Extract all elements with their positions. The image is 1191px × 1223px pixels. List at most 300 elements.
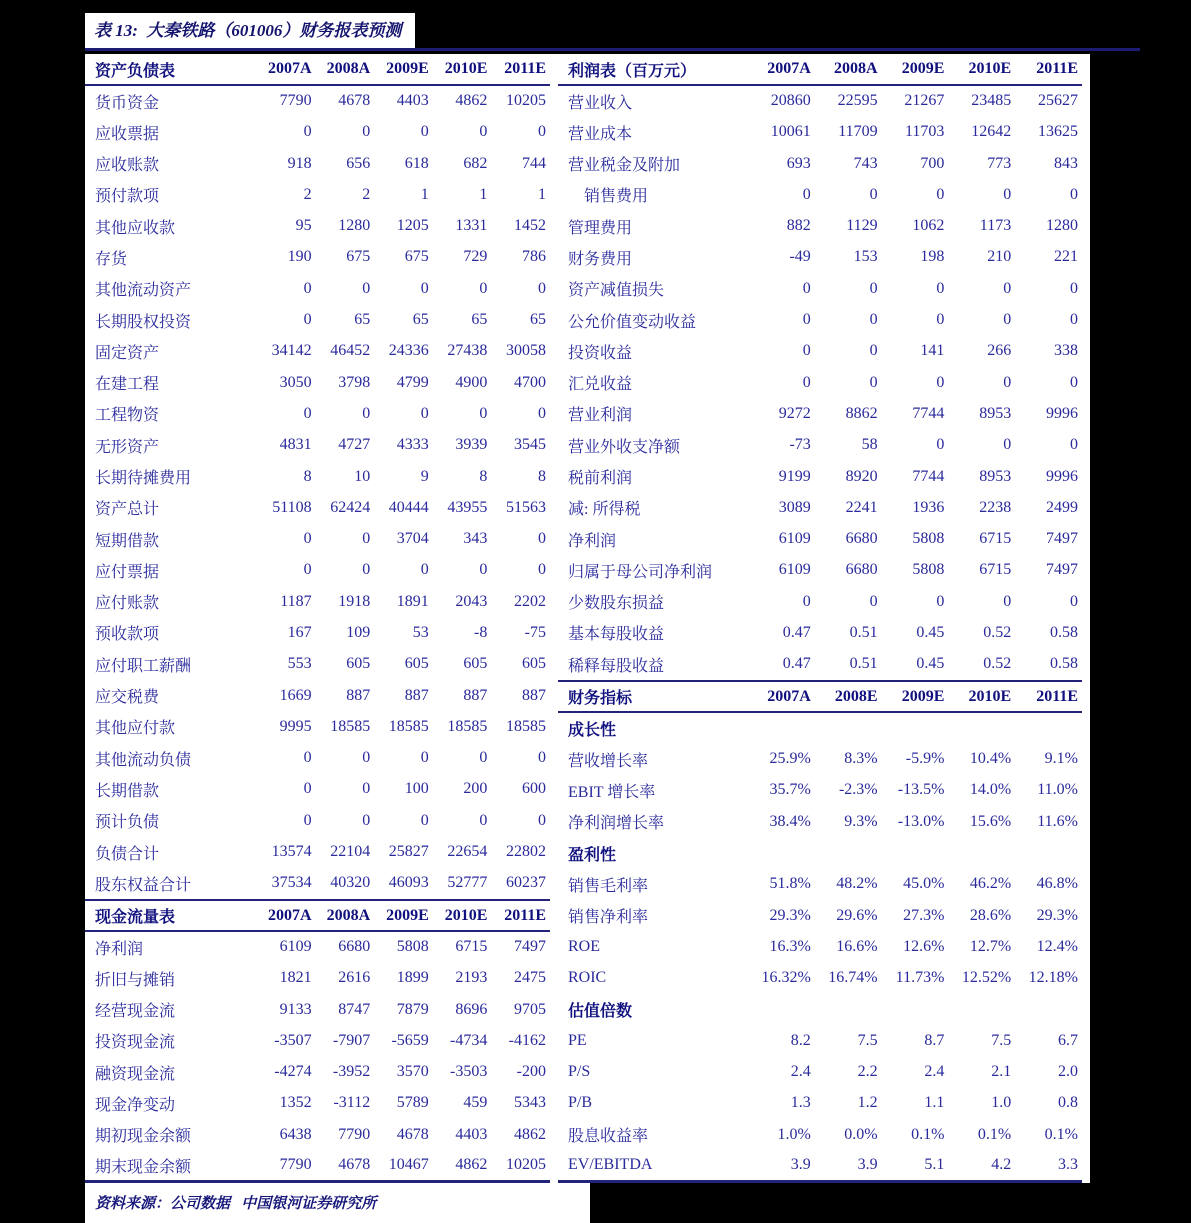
row-label: 净利润 (95, 940, 144, 958)
cell-value: 0 (303, 404, 312, 422)
cell-value: 1280 (1046, 217, 1078, 235)
cell-value: 4900 (455, 373, 488, 391)
cell-value: 0 (802, 185, 811, 203)
cell-value: 6680 (338, 938, 371, 956)
cell-value: 2238 (979, 498, 1012, 516)
row-label: ROIC (568, 969, 607, 987)
cell-value: 9 (420, 467, 429, 485)
cell-value: 887 (404, 686, 429, 704)
cell-value: 13574 (271, 843, 312, 861)
row-label: 应付账款 (95, 595, 160, 613)
cell-value: 7879 (396, 1000, 429, 1018)
cell-value: 0.1% (1044, 1125, 1078, 1143)
cell-value: 266 (987, 342, 1012, 360)
table-row (558, 461, 1082, 492)
table-row (558, 617, 1082, 648)
cell-value: 9133 (279, 1000, 312, 1018)
cell-value: 0 (538, 279, 546, 297)
cell-value: 4403 (396, 92, 429, 110)
cell-value: 7790 (338, 1125, 371, 1143)
row-label: 融资现金流 (95, 1065, 176, 1083)
cell-value: 22104 (330, 843, 371, 861)
cell-value (1015, 712, 1082, 743)
cell-value (748, 712, 815, 743)
title-bar-filler (415, 13, 1140, 48)
cell-value: 18585 (447, 717, 488, 735)
cell-value: 65 (530, 311, 546, 329)
row-label: 期初现金余额 (95, 1128, 192, 1146)
cell-value: 0 (362, 811, 371, 829)
table-row (558, 179, 1082, 210)
cell-value: 887 (522, 686, 546, 704)
cell-value: 0 (479, 123, 488, 141)
cell-value (882, 837, 949, 868)
cell-value: 10205 (506, 92, 546, 110)
cell-value: 46093 (388, 874, 429, 892)
cell-value: 2043 (455, 592, 488, 610)
cell-value: -3952 (332, 1063, 371, 1081)
cell-value: 60237 (506, 874, 546, 892)
table-row (85, 85, 550, 116)
table-section-title: 资产负债表 (85, 54, 257, 85)
cell-value: 0 (936, 311, 945, 329)
header-row (85, 54, 550, 85)
column-header: 2010E (433, 54, 492, 85)
cell-value: 887 (346, 686, 371, 704)
cell-value: 1129 (846, 217, 878, 235)
cell-value: 12.7% (969, 937, 1012, 955)
cell-value: -4162 (508, 1031, 546, 1049)
cell-value: 4862 (455, 92, 488, 110)
cell-value: 30058 (506, 342, 546, 360)
table-row (558, 775, 1082, 806)
table-row (85, 117, 550, 148)
cell-value (815, 994, 882, 1025)
cell-value: 0.47 (782, 623, 811, 641)
cell-value: 4678 (396, 1125, 429, 1143)
row-label: EBIT 增长率 (568, 783, 656, 801)
cell-value (882, 712, 949, 743)
cell-value: 1821 (279, 969, 312, 987)
cell-value: 9.3% (844, 812, 878, 830)
cell-value: 6.7 (1058, 1031, 1078, 1049)
cell-value: 4333 (396, 436, 429, 454)
table-row (85, 336, 550, 367)
row-label: 减: 所得税 (568, 501, 641, 519)
cell-value: 20860 (770, 92, 811, 110)
cell-value: 16.74% (828, 969, 878, 987)
cell-value: 0 (303, 123, 312, 141)
table-row (558, 336, 1082, 367)
cell-value: 1.0 (991, 1094, 1012, 1112)
row-label: 应付职工薪酬 (95, 657, 192, 675)
cell-value: 0 (479, 404, 488, 422)
cell-value: 5808 (396, 938, 429, 956)
column-header: 2008E (815, 681, 882, 712)
table-row (558, 1119, 1082, 1150)
cell-value: 16.3% (769, 937, 811, 955)
cell-value: 1280 (338, 217, 371, 235)
table-row (85, 774, 550, 805)
cell-value: 27.3% (903, 906, 945, 924)
cell-value: 9705 (514, 1000, 546, 1018)
table-row (85, 367, 550, 398)
table-row (85, 649, 550, 680)
column-header: 2011E (1015, 681, 1082, 712)
cell-value: 0 (1070, 311, 1078, 329)
row-label: 短期借款 (95, 532, 160, 550)
cell-value: -4274 (274, 1063, 312, 1081)
table-row (558, 398, 1082, 429)
cell-value: 5808 (912, 561, 945, 579)
row-label: 销售费用 (568, 188, 649, 206)
cell-value: 0 (303, 749, 312, 767)
column-header: 2010E (948, 681, 1015, 712)
cell-value (748, 837, 815, 868)
cell-value: 25827 (388, 843, 429, 861)
cell-value: 0 (303, 780, 312, 798)
cell-value: 21267 (904, 92, 945, 110)
row-label: 基本每股收益 (568, 626, 665, 644)
cell-value: 2475 (514, 969, 546, 987)
cell-value: 693 (786, 154, 811, 172)
table-section-title: 利润表（百万元） (558, 54, 748, 85)
table-row (85, 836, 550, 867)
cell-value: 4862 (455, 1156, 488, 1174)
column-header: 2010E (948, 54, 1015, 85)
cell-value: 5789 (396, 1094, 429, 1112)
cell-value: 0 (1070, 279, 1078, 297)
cell-value: 153 (853, 248, 878, 266)
cell-value: 3.3 (1058, 1156, 1078, 1174)
cell-value: 11.0% (1037, 781, 1078, 799)
table-row (558, 649, 1082, 680)
cell-value: 682 (463, 154, 488, 172)
cell-value: 773 (987, 154, 1012, 172)
cell-value: 1918 (338, 592, 371, 610)
row-label: 营业收入 (568, 94, 633, 112)
table-row (558, 1057, 1082, 1088)
table-row (85, 179, 550, 210)
cell-value: 12.18% (1028, 969, 1078, 987)
cell-value: 210 (987, 248, 1012, 266)
cell-value: 0 (479, 279, 488, 297)
cell-value: 0 (802, 342, 811, 360)
row-label: 货币资金 (95, 94, 160, 112)
cell-value: 882 (786, 217, 811, 235)
row-label: ROE (568, 937, 600, 955)
cell-value: 605 (463, 655, 488, 673)
cell-value: 786 (522, 248, 546, 266)
cell-value: 743 (853, 154, 878, 172)
cell-value: 0 (802, 311, 811, 329)
row-label: 税前利润 (568, 470, 633, 487)
cell-value: 0 (802, 592, 811, 610)
cell-value: 2 (303, 185, 312, 203)
cell-value: -49 (789, 248, 811, 266)
row-label: 其他应收款 (95, 219, 176, 237)
cell-value: 48.2% (836, 875, 878, 893)
cell-value: -8 (474, 623, 488, 641)
cell-value: 13625 (1038, 123, 1078, 141)
row-label: 盈利性 (568, 846, 617, 864)
cell-value: 4403 (455, 1125, 488, 1143)
cell-value: 8862 (845, 404, 878, 422)
cell-value: 16.6% (836, 937, 878, 955)
row-label: 稀释每股收益 (568, 657, 665, 675)
cell-value: 8.2 (790, 1031, 811, 1049)
row-label: 营业成本 (568, 125, 633, 143)
table-title: 表 13: 大秦铁路（601006）财务报表预测 (85, 13, 415, 48)
cell-value: -3112 (333, 1094, 371, 1112)
cell-value: 10 (354, 467, 371, 485)
row-label: 长期股权投资 (95, 313, 192, 331)
cell-value: 700 (920, 154, 945, 172)
cell-value: 65 (471, 311, 488, 329)
cell-value: 1.2 (857, 1094, 878, 1112)
cell-value: -13.5% (897, 781, 945, 799)
cell-value: 6438 (279, 1125, 312, 1143)
cell-value: 52777 (447, 874, 488, 892)
cell-value: 2 (362, 185, 371, 203)
row-label: 预收款项 (95, 626, 160, 644)
cell-value: 0 (538, 530, 546, 548)
cell-value: 0 (1003, 185, 1012, 203)
row-label: 无形资产 (95, 438, 160, 456)
cell-value: 4831 (279, 436, 312, 454)
cell-value: 0 (538, 404, 546, 422)
row-label: 公允价值变动收益 (568, 313, 697, 331)
table-row (558, 994, 1082, 1025)
cell-value: 0 (420, 811, 429, 829)
cell-value (1015, 994, 1082, 1025)
row-label: 汇兑收益 (568, 376, 633, 394)
cell-value: 7744 (912, 404, 945, 422)
cell-value: 4799 (396, 373, 429, 391)
table-row (85, 398, 550, 429)
header-row (558, 681, 1082, 712)
cell-value: 8747 (338, 1000, 371, 1018)
cell-value: 0 (869, 373, 878, 391)
cell-value (948, 994, 1015, 1025)
cell-value: 2.2 (857, 1063, 878, 1081)
cell-value: 0 (869, 185, 878, 203)
table-row (85, 805, 550, 836)
row-label: 少数股东损益 (568, 595, 665, 613)
cell-value: 10.4% (969, 750, 1012, 768)
table-row (558, 430, 1082, 461)
cell-value: 11.6% (1037, 812, 1078, 830)
table-row (85, 430, 550, 461)
table-row (558, 963, 1082, 994)
cell-value: 0.47 (782, 655, 811, 673)
cell-value: 1.3 (790, 1094, 811, 1112)
column-header: 2008A (316, 900, 375, 931)
cell-value: 0 (420, 123, 429, 141)
cell-value: 1 (479, 185, 488, 203)
cell-value: 0 (936, 592, 945, 610)
cell-value: 1173 (979, 217, 1012, 235)
cell-value: 0.52 (983, 655, 1012, 673)
cell-value: 0 (936, 436, 945, 454)
cell-value (815, 837, 882, 868)
row-label: 净利润增长率 (568, 815, 665, 833)
right-column (558, 54, 1082, 1183)
table-row (558, 712, 1082, 743)
cell-value: 65 (354, 311, 371, 329)
cell-value: 1331 (455, 217, 488, 235)
cell-value: 0 (538, 123, 546, 141)
cell-value: 3089 (778, 498, 811, 516)
cell-value: 35.7% (769, 781, 811, 799)
cell-value: 0 (362, 404, 371, 422)
cell-value: 0 (936, 373, 945, 391)
header-row (558, 54, 1082, 85)
table-row (558, 210, 1082, 241)
cell-value: 0 (936, 279, 945, 297)
cell-value: 8.7 (924, 1031, 945, 1049)
column-header: 2007A (257, 54, 316, 85)
cell-value: 0.52 (983, 623, 1012, 641)
cell-value: 4862 (514, 1125, 546, 1143)
cell-value: 200 (463, 780, 488, 798)
cell-value: 0 (1003, 592, 1012, 610)
cell-value: 51108 (272, 498, 312, 516)
cell-value: 1062 (912, 217, 945, 235)
table-row (558, 148, 1082, 179)
cell-value: -4734 (450, 1031, 488, 1049)
cell-value: 2241 (845, 498, 878, 516)
cell-value: 7744 (912, 467, 945, 485)
cell-value: 100 (404, 780, 429, 798)
table-row (85, 492, 550, 523)
table-row (558, 367, 1082, 398)
cell-value: 1205 (396, 217, 429, 235)
table-row (558, 523, 1082, 554)
table-row (558, 744, 1082, 775)
column-header: 2008A (815, 54, 882, 85)
cell-value: 0.45 (916, 655, 945, 673)
cell-value: 22802 (506, 843, 546, 861)
income-statement-table (558, 54, 1082, 680)
column-header: 2007A (748, 681, 815, 712)
cell-value: 0 (420, 561, 429, 579)
cell-value: 8 (303, 467, 312, 485)
cell-value: 9199 (778, 467, 811, 485)
table-row (558, 1088, 1082, 1119)
row-label: 工程物资 (95, 407, 160, 425)
row-label: 应收账款 (95, 157, 160, 175)
cell-value: 0.51 (849, 623, 878, 641)
row-label: 在建工程 (95, 376, 160, 394)
cell-value: 4678 (338, 92, 371, 110)
cell-value: 8 (538, 467, 546, 485)
cell-value: 0 (362, 530, 371, 548)
cell-value: 25627 (1038, 92, 1078, 110)
cell-value: 25.9% (769, 750, 811, 768)
cell-value: 0 (1003, 311, 1012, 329)
cell-value: 16.32% (761, 969, 811, 987)
cell-value: 9272 (778, 404, 811, 422)
cell-value: 14.0% (969, 781, 1012, 799)
cell-value: 0 (538, 811, 546, 829)
cell-value: 8920 (845, 467, 878, 485)
cell-value: -5659 (391, 1031, 429, 1049)
cell-value: 2193 (455, 969, 488, 987)
table-row (85, 523, 550, 554)
table-row (85, 680, 550, 711)
cell-value: 24336 (388, 342, 429, 360)
row-label: 现金净变动 (95, 1096, 176, 1114)
table-row (85, 994, 550, 1025)
cell-value: 46.8% (1036, 875, 1078, 893)
cell-value: 38.4% (769, 812, 811, 830)
table-row (85, 242, 550, 273)
cell-value: 23485 (971, 92, 1012, 110)
column-header: 2010E (433, 900, 492, 931)
cell-value: 887 (463, 686, 488, 704)
cash-flow-table (85, 899, 550, 1183)
cell-value: 8 (479, 467, 488, 485)
cell-value: 5808 (912, 530, 945, 548)
cell-value: 6109 (279, 938, 312, 956)
cell-value: 0 (420, 749, 429, 767)
cell-value: 65 (412, 311, 429, 329)
cell-value: 9996 (1046, 404, 1078, 422)
cell-value: 9996 (1046, 467, 1078, 485)
cell-value: 0 (362, 749, 371, 767)
column-header: 2007A (748, 54, 815, 85)
cell-value: 6109 (778, 561, 811, 579)
cell-value: 729 (463, 248, 488, 266)
cell-value: 62424 (330, 498, 371, 516)
cell-value: 6680 (845, 530, 878, 548)
cell-value: 553 (287, 655, 312, 673)
cell-value: 34142 (271, 342, 312, 360)
cell-value: 0 (362, 780, 371, 798)
table-section-title: 现金流量表 (85, 900, 257, 931)
row-label: PE (568, 1031, 587, 1049)
cell-value: 29.3% (769, 906, 811, 924)
table-row (558, 900, 1082, 931)
cell-value: 7497 (514, 938, 546, 956)
row-label: 资产总计 (95, 501, 160, 519)
row-label: 净利润 (568, 532, 617, 550)
cell-value: -73 (789, 436, 811, 454)
cell-value: 0 (936, 185, 945, 203)
cell-value: 0 (479, 811, 488, 829)
cell-value: 0 (303, 530, 312, 548)
column-header: 2009E (374, 54, 433, 85)
column-header: 2011E (491, 54, 550, 85)
table-row (85, 1150, 550, 1181)
cell-value: -13.0% (897, 812, 945, 830)
cell-value: 0 (869, 592, 878, 610)
cell-value: 18585 (330, 717, 371, 735)
cell-value: 1 (538, 185, 546, 203)
row-label: 投资现金流 (95, 1034, 176, 1052)
cell-value: 0 (1070, 373, 1078, 391)
cell-value: 53 (412, 623, 429, 641)
cell-value: -3507 (274, 1031, 312, 1049)
cell-value: 109 (346, 623, 371, 641)
cell-value: 675 (346, 248, 371, 266)
row-label: 营业税金及附加 (568, 157, 681, 175)
cell-value: 0 (420, 404, 429, 422)
table-row (558, 869, 1082, 900)
header-row (85, 900, 550, 931)
cell-value: 43955 (447, 498, 488, 516)
